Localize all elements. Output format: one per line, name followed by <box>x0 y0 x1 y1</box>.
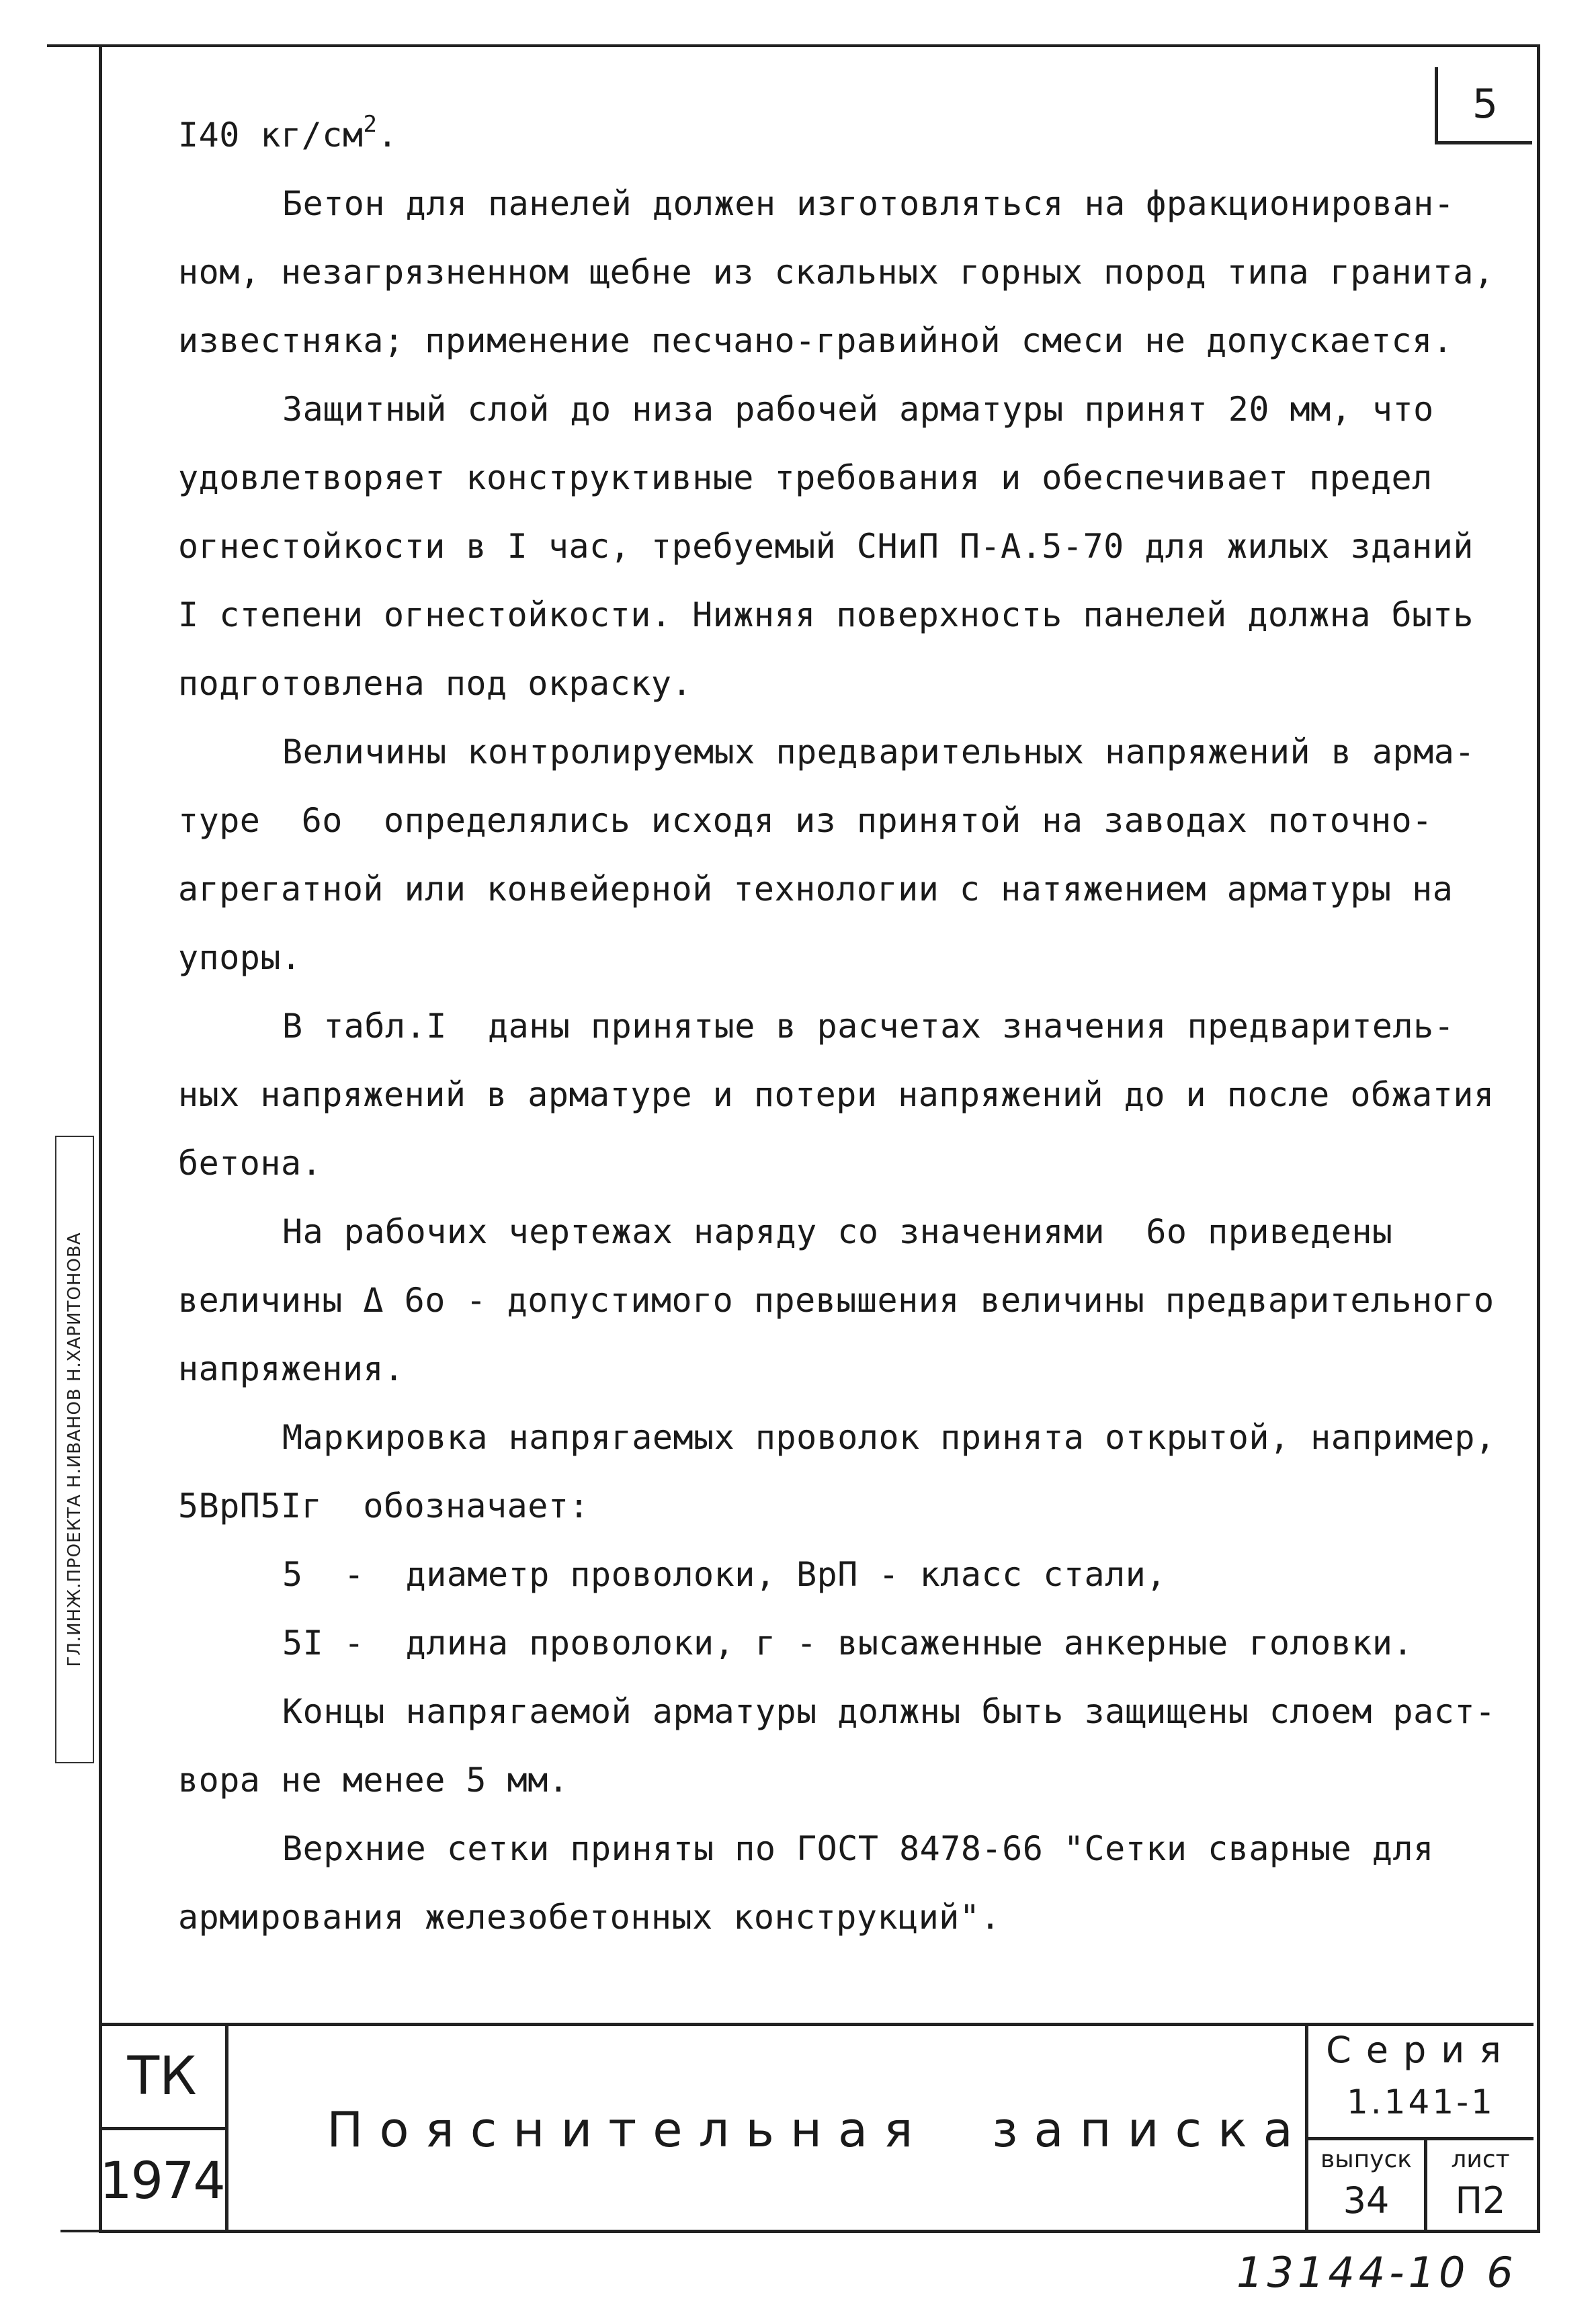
body-line: известняка; применение песчано-гравийной смеси не допускается. <box>178 321 1454 360</box>
document-body <box>178 101 1515 1951</box>
body-line: ных напряжений в арматуре и потери напряжений до и после обжатия <box>178 1075 1495 1114</box>
body-line: ном, незагрязненном щебне из скальных горных пород типа гранита, <box>178 253 1495 292</box>
line-end: . <box>377 116 398 155</box>
strength-value: I40 кг/см <box>178 116 364 155</box>
title-block-org <box>99 2026 228 2233</box>
body-line: На рабочих чертежах наряду со значениями 6о приведены <box>282 1212 1393 1251</box>
body-line: 5I - длина проволоки, г - высаженные анкерные головки. <box>282 1624 1414 1663</box>
body-line: огнестойкости в I час, требуемый СНиП П-А.5-70 для жилых зданий <box>178 527 1474 566</box>
year: 1974 <box>99 2150 224 2210</box>
body-line: подготовлена под окраску. <box>178 664 693 703</box>
body-line: величины Δ 6о - допустимого превышения величины предварительного <box>178 1281 1495 1320</box>
superscript: 2 <box>363 111 378 138</box>
body-line: Величины контролируемых предварительных напряжений в арма- <box>282 732 1475 771</box>
body-line: Концы напрягаемой арматуры должны быть защищены слоем раст- <box>282 1692 1496 1731</box>
body-line: упоры. <box>178 938 302 977</box>
body-line: В табл.I даны принятые в расчетах значения предваритель- <box>282 1007 1455 1046</box>
document-title: Пояснительная записка <box>327 2101 1309 2158</box>
page-number: 5 <box>1435 67 1532 144</box>
body-line: Бетон для панелей должен изготовляться на фракционирован- <box>282 184 1455 223</box>
title-block <box>99 2023 1534 2233</box>
issue-label: выпуск <box>1320 2146 1413 2173</box>
approval-stamp <box>55 1136 94 1763</box>
body-line: 5 - диаметр проволоки, ВрП - класс стали, <box>282 1555 1167 1594</box>
series-value: 1.141-1 <box>1347 2083 1495 2122</box>
body-line: Защитный слой до низа рабочей арматуры принят 20 мм, что <box>282 390 1434 429</box>
issue-value: 34 <box>1343 2179 1390 2222</box>
divider <box>1308 2137 1534 2140</box>
body-line: 5ВрП5Iг обозначает: <box>178 1486 590 1525</box>
body-line: I степени огнестойкости. Нижняя поверхность панелей должна быть <box>178 595 1474 634</box>
body-line: удовлетворяет конструктивные требования и обеспечивает предел <box>178 458 1433 497</box>
body-line: Маркировка напрягаемых проволок принята открытой, например, <box>282 1418 1496 1457</box>
org-code: ТК <box>99 2026 225 2130</box>
approval-stamp-text: ГЛ.ИНЖ.ПРОЕКТА Н.ИВАНОВ Н.ХАРИТОНОВА <box>65 1232 85 1667</box>
body-line: армирования железобетонных конструкций". <box>178 1898 1001 1937</box>
archive-number: 13144-10 6 <box>1236 2248 1517 2297</box>
body-line: напряжения. <box>178 1349 405 1388</box>
body-line: агрегатной или конвейерной технологии с натяжением арматуры на <box>178 870 1454 909</box>
body-line: туре 6о определялись исходя из принятой на заводах поточно- <box>178 801 1433 840</box>
series-label: Серия <box>1326 2029 1516 2071</box>
body-line <box>178 101 1515 169</box>
body-line: Верхние сетки приняты по ГОСТ 8478-66 "Сетки сварные для <box>282 1829 1434 1868</box>
body-line: бетона. <box>178 1144 323 1183</box>
sheet-value: П2 <box>1455 2179 1506 2222</box>
sheet-label: лист <box>1451 2146 1510 2173</box>
body-line: вора не менее 5 мм. <box>178 1761 569 1800</box>
title-block-meta <box>1305 2026 1537 2233</box>
